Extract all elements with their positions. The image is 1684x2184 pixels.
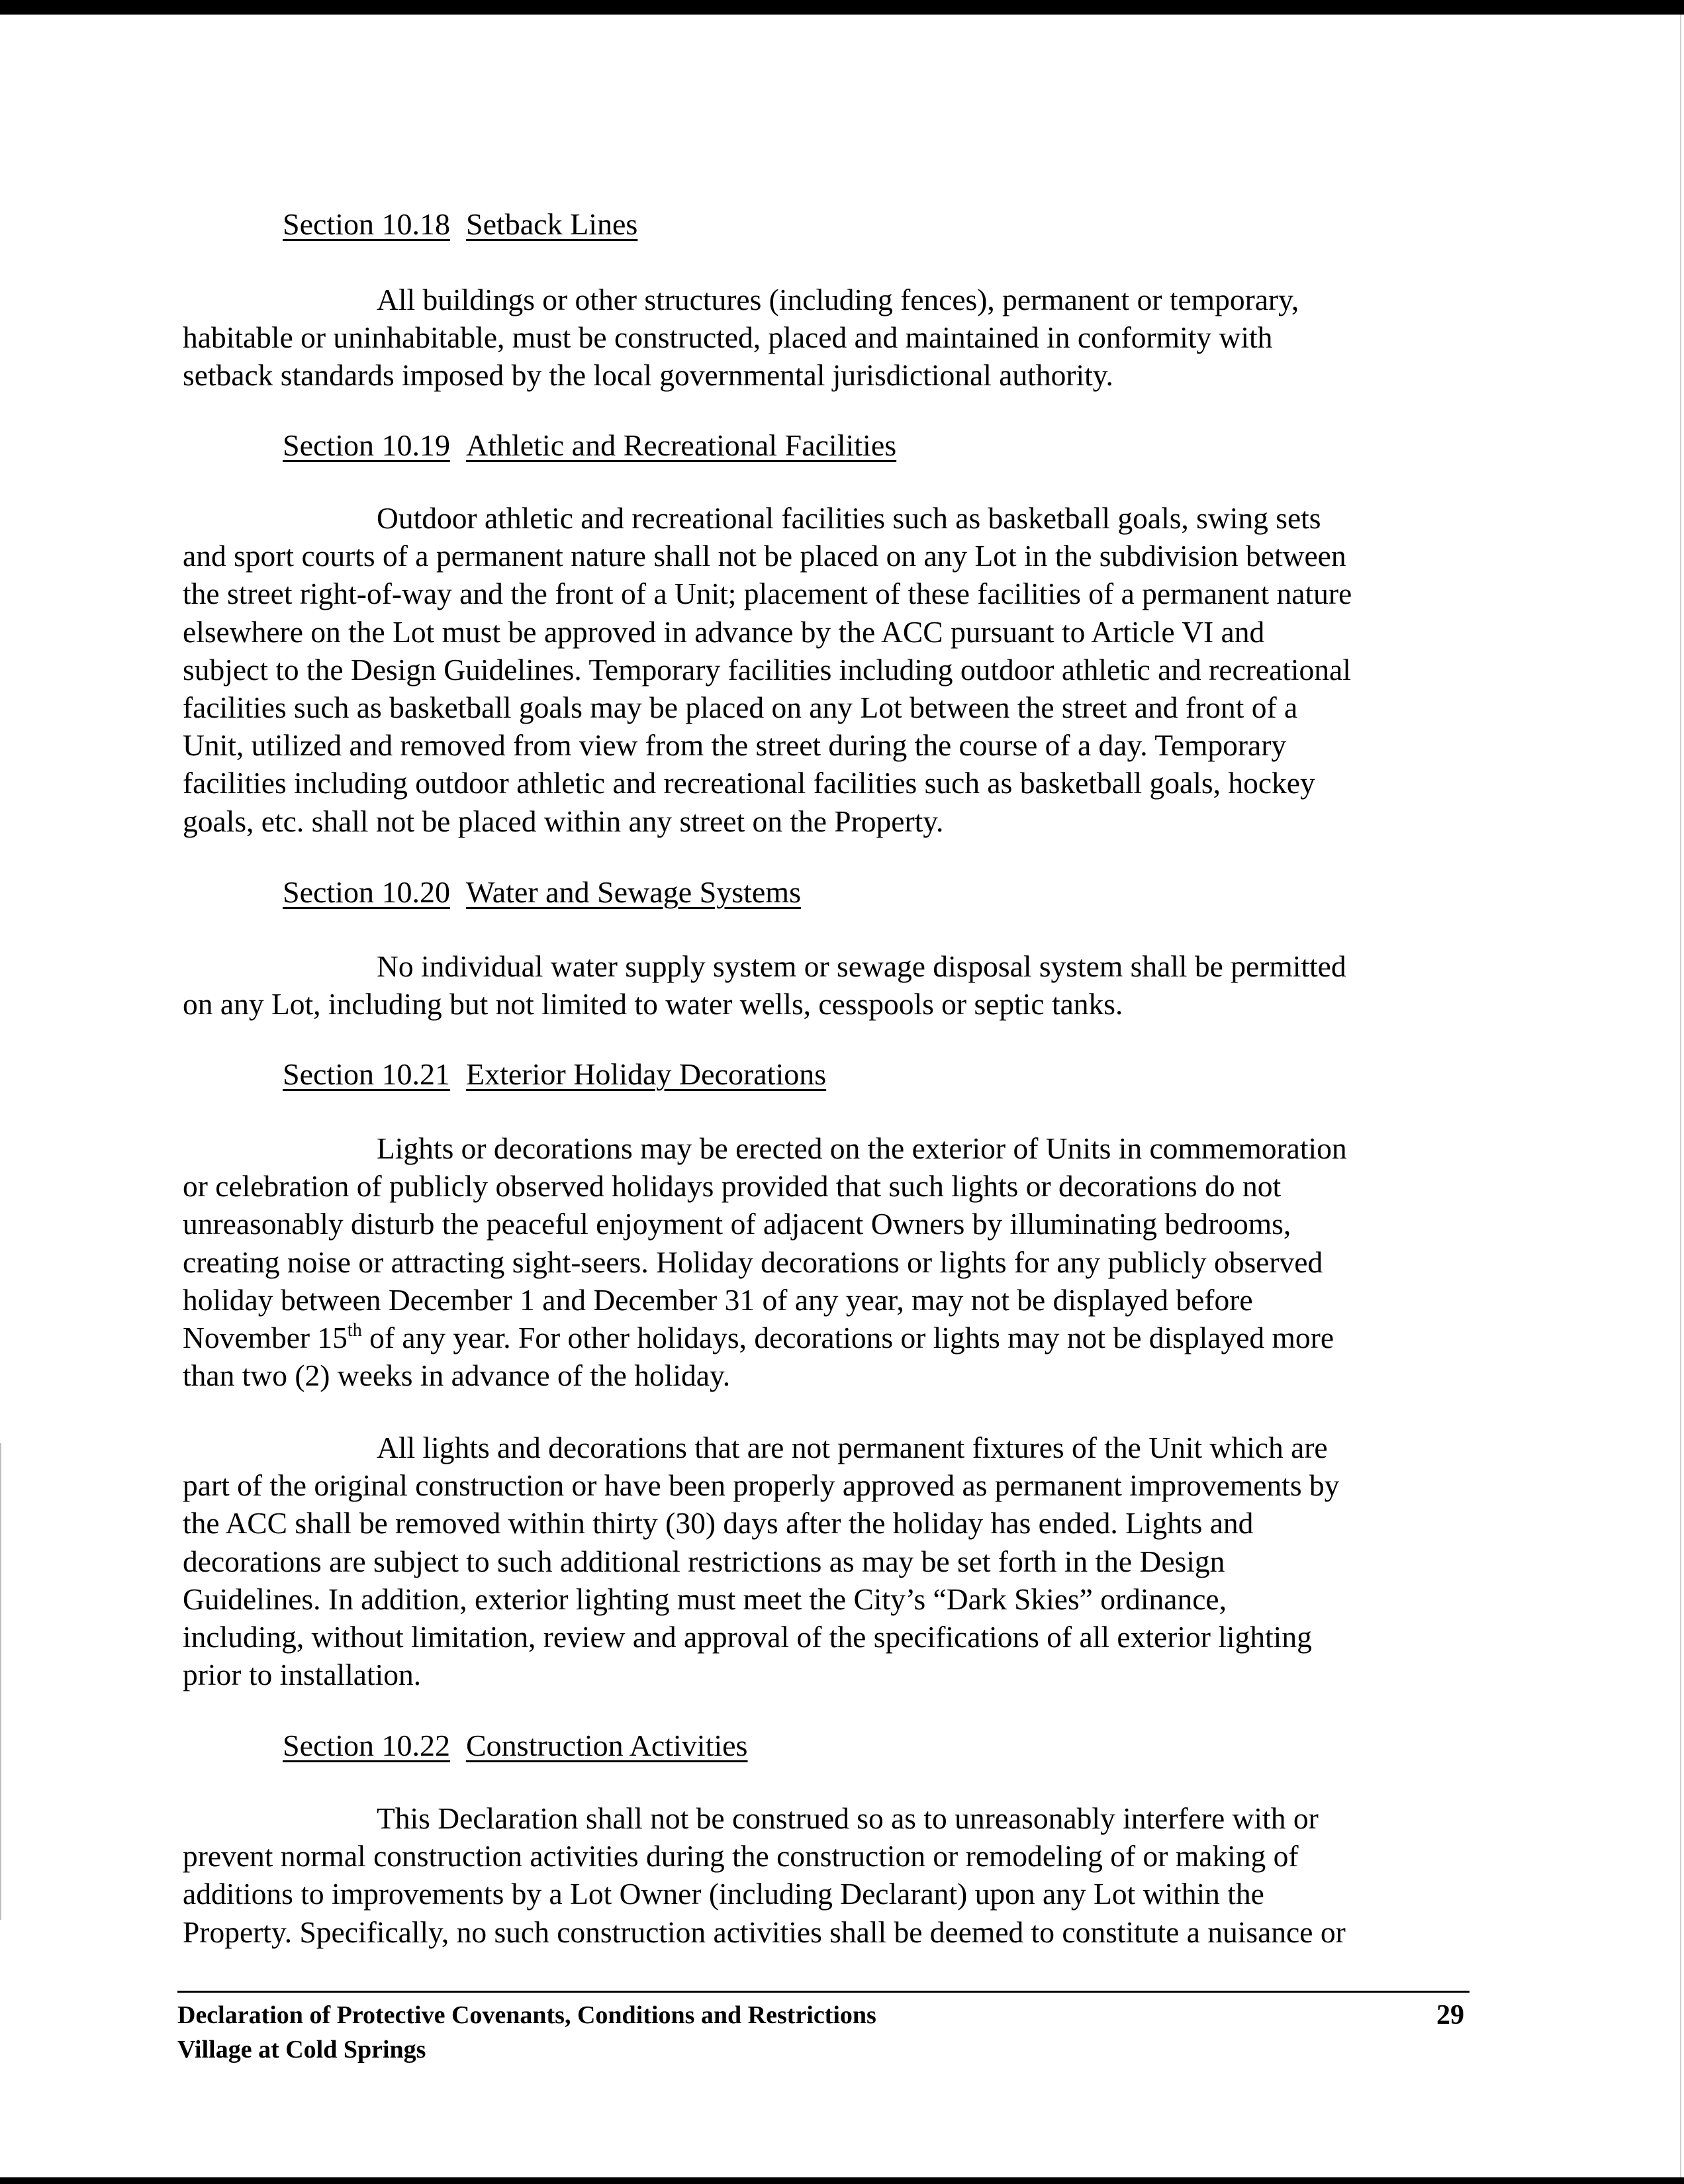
page-footer <box>177 1998 1470 2067</box>
text-line: holiday between December 1 and December 31 of any year, may not be displayed before <box>183 1282 1253 1317</box>
text-line: on any Lot, including but not limited to water wells, cesspools or septic tanks. <box>183 987 1123 1021</box>
text-line <box>183 1319 1480 1356</box>
section-number: Section 10.21 <box>283 1057 450 1091</box>
text-line: Unit, utilized and removed from view from the street during the course of a day. Temporary <box>183 728 1287 763</box>
paragraph-10-21-a <box>183 1129 1480 1394</box>
section-heading-10-22 <box>283 1727 747 1764</box>
ordinal-suffix: th <box>347 1320 362 1341</box>
text-line: creating noise or attracting sight-seers. Holiday decorations or lights for any publicly observed <box>183 1245 1323 1279</box>
paragraph-10-22 <box>183 1799 1480 1951</box>
text-line: subject to the Design Guidelines. Temporary facilities including outdoor athletic and recreational <box>183 652 1351 687</box>
text-line: No individual water supply system or sewage disposal system shall be permitted <box>377 949 1346 983</box>
page-number: 29 <box>1436 2000 1464 2030</box>
section-number: Section 10.19 <box>283 428 450 462</box>
scan-edge-left <box>0 1443 1 1920</box>
text-line: habitable or uninhabitable, must be constructed, placed and maintained in conformity with <box>183 320 1273 355</box>
scan-border-bottom <box>0 2177 1684 2184</box>
text-line: facilities including outdoor athletic and recreational facilities such as basketball goals, hockey <box>183 766 1315 800</box>
text-line: decorations are subject to such additional restrictions as may be set forth in the Design <box>183 1544 1225 1578</box>
section-title: Construction Activities <box>465 1729 748 1762</box>
footer-document-title: Declaration of Protective Covenants, Conditions and Restrictions <box>177 2001 876 2029</box>
text-line: Property. Specifically, no such construction activities shall be deemed to constitute a nuisance or <box>183 1915 1346 1949</box>
text-line: prior to installation. <box>183 1658 422 1692</box>
section-number: Section 10.22 <box>283 1729 450 1762</box>
text-line: or celebration of publicly observed holidays provided that such lights or decorations do not <box>183 1169 1282 1204</box>
text-line: elsewhere on the Lot must be approved in advance by the ACC pursuant to Article VI and <box>183 614 1265 649</box>
text-line: Guidelines. In addition, exterior lighting must meet the City’s “Dark Skies” ordinance, <box>183 1582 1227 1616</box>
text-line: Outdoor athletic and recreational facilities such as basketball goals, swing sets <box>377 501 1321 535</box>
date-text: November 15 <box>183 1321 348 1355</box>
paragraph-10-21-b <box>183 1429 1480 1693</box>
text-line: setback standards imposed by the local governmental jurisdictional authority. <box>183 358 1113 393</box>
section-heading-10-18 <box>283 206 637 243</box>
section-heading-10-19 <box>283 427 896 464</box>
text-line: unreasonably disturb the peaceful enjoyment of adjacent Owners by illuminating bedrooms, <box>183 1207 1291 1241</box>
section-heading-10-21 <box>283 1056 826 1093</box>
text-line: including, without limitation, review and approval of the specifications of all exterior lighting <box>183 1620 1312 1654</box>
text-line: All lights and decorations that are not permanent fixtures of the Unit which are <box>377 1431 1328 1464</box>
footer-community-name: Village at Cold Springs <box>177 2036 426 2064</box>
section-number: Section 10.20 <box>283 875 450 909</box>
text-line: facilities such as basketball goals may be placed on any Lot between the street and front of a <box>183 690 1298 725</box>
paragraph-10-20 <box>183 947 1480 1023</box>
text-line: additions to improvements by a Lot Owner (including Declarant) upon any Lot within the <box>183 1877 1264 1911</box>
footer-divider <box>177 1991 1470 1993</box>
paragraph-10-19 <box>183 499 1480 840</box>
text-line: than two (2) weeks in advance of the holiday. <box>183 1358 731 1393</box>
text-line: the street right-of-way and the front of a Unit; placement of these facilities of a permanent nature <box>183 577 1352 611</box>
text-line: and sport courts of a permanent nature shall not be placed on any Lot in the subdivision between <box>183 539 1346 573</box>
section-title: Water and Sewage Systems <box>465 875 801 909</box>
paragraph-10-18 <box>183 281 1480 395</box>
text-line: goals, etc. shall not be placed within any street on the Property. <box>183 804 944 838</box>
line-continuation: of any year. For other holidays, decorations or lights may not be displayed more <box>361 1321 1334 1355</box>
text-line: part of the original construction or have been properly approved as permanent improvements by <box>183 1468 1340 1503</box>
section-title: Exterior Holiday Decorations <box>465 1057 827 1091</box>
text-line: All buildings or other structures (including fences), permanent or temporary, <box>377 283 1299 316</box>
scan-border-top <box>0 0 1684 15</box>
text-line: Lights or decorations may be erected on the exterior of Units in commemoration <box>377 1131 1347 1165</box>
section-heading-10-20 <box>283 874 801 911</box>
text-line: prevent normal construction activities during the construction or remodeling of or making of <box>183 1839 1299 1874</box>
section-title: Setback Lines <box>465 207 638 241</box>
scan-edge-right <box>1680 15 1681 2177</box>
section-title: Athletic and Recreational Facilities <box>465 428 897 462</box>
text-line: the ACC shall be removed within thirty (30) days after the holiday has ended. Lights and <box>183 1506 1254 1541</box>
text-line: This Declaration shall not be construed so as to unreasonably interfere with or <box>377 1801 1319 1835</box>
section-number: Section 10.18 <box>283 207 450 241</box>
